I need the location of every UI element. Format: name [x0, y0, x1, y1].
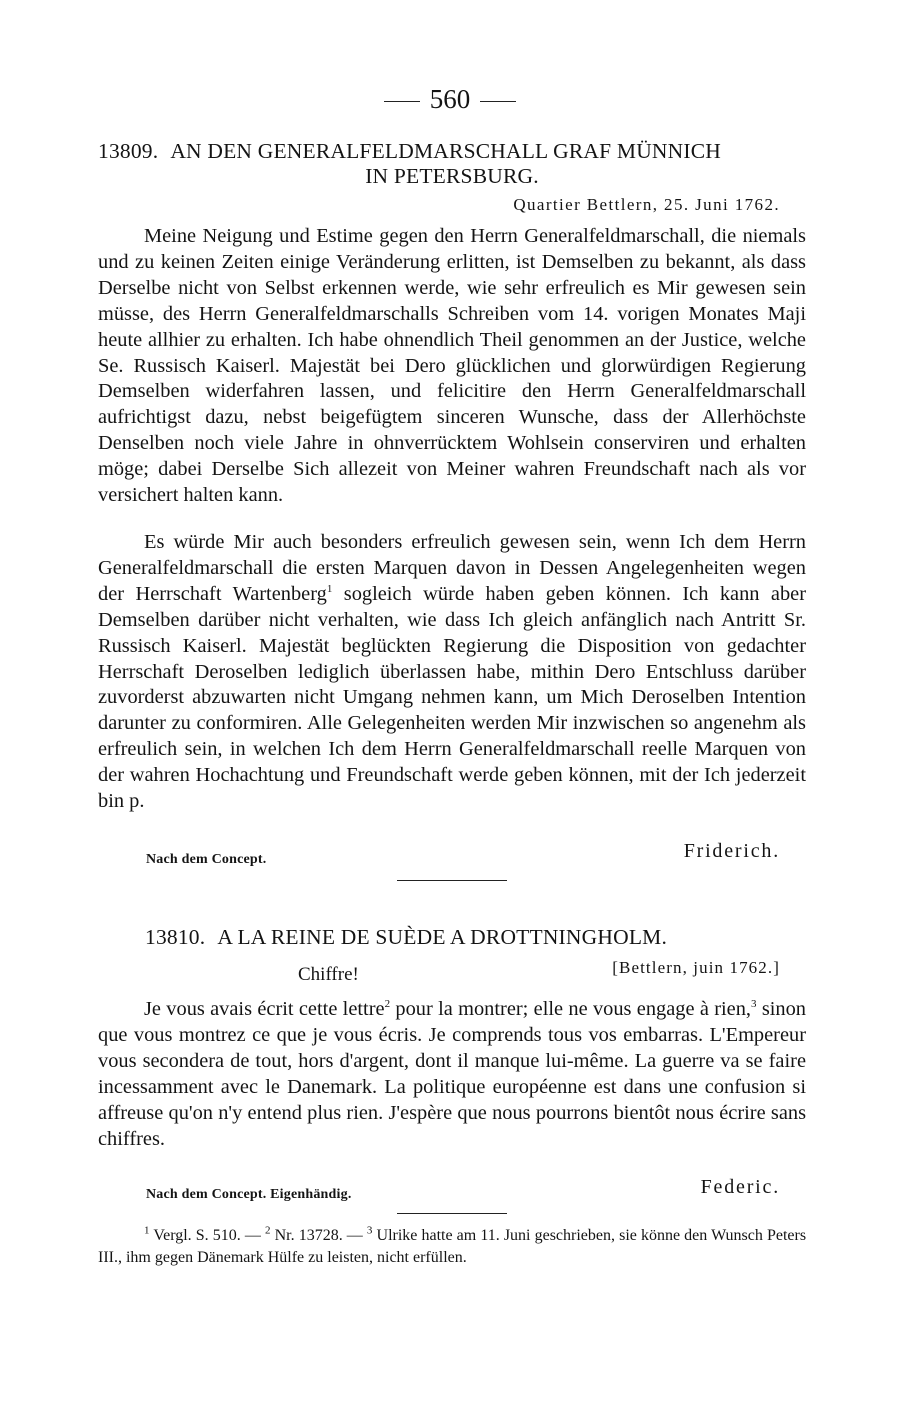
footnote-3: Ulrike hatte am 11. Juni geschrieben, sie könne den Wunsch Peters III., ihm gegen Dänemark Hülfe zu leisten, nicht erfüllen. [98, 1227, 807, 1266]
footnote-3-mark: 3 [366, 1224, 373, 1237]
section-divider [397, 880, 507, 881]
letter2-number: 13810. [145, 925, 206, 949]
page-number-line [0, 84, 900, 114]
footnote-mark-3: 3 [751, 998, 757, 1011]
letter1-heading [98, 138, 806, 164]
page-number: 560 [429, 84, 471, 114]
letter2-source-note: Nach dem Concept. Eigenhändig. [146, 1187, 352, 1202]
footnote-divider [397, 1213, 507, 1214]
letter2-heading [145, 924, 825, 950]
letter2-dateline: [Bettlern, juin 1762.] [612, 958, 780, 977]
letter1-heading-text: AN DEN GENERALFELDMARSCHALL GRAF MÜNNICH [170, 139, 722, 163]
page-number-right-dash [480, 101, 516, 102]
footnote-1: Vergl. S. 510. — [153, 1227, 261, 1244]
letter2-text-c: sinon que vous montrez ce que je vous écris. Je comprends tous vos embarras. L'Empereur vous secondera de tout, hors d'argent, dont il manque lui-même. La guerre va se faire incessamment avec le Danemark. La politique européenne est dans une confusion si affreuse qu'on n'y entend plus rien. J'espère que nous pourrons bientôt nous écrire sans chiffres. [98, 998, 807, 1150]
letter1-paragraph-1-text: Meine Neigung und Estime gegen den Herrn Generalfeldmarschall, die niemals und zu keinen Zeiten einige Veränderung erlitten, ist Demselben zu bekannt, als dass Derselbe nicht von Selbst erkennen werde, wie sehr erfreulich es Mir gewesen sein müsse, des Herrn Generalfeldmarschalls Schreiben vom 14. vorigen Monates Maji heute allhier zu erhalten. Ich habe ohnendlich Theil genommen an der Justice, welche Se. Russisch Kaiserl. Majestät bei Dero glücklichen und glorwürdigen Regierung Demselben widerfahren lassen, und felicitire den Herrn Generalfeldmarschall aufrichtigst dazu, nebst beigefügtem sinceren Wunsche, dass der Allerhöchste Denselben noch viele Jahre in ohnverrücktem Wohlsein conserviren und erhalten möge; dabei Derselbe Sich allezeit von Meiner wahren Freundschaft nach als vor versichert halten kann. [98, 225, 806, 507]
footnote-2: Nr. 13728. — [274, 1227, 363, 1244]
footnotes [98, 1225, 806, 1269]
footnote-mark-1: 1 [326, 583, 333, 596]
letter2-text-b: pour la montrer; elle ne vous engage à rien, [390, 998, 751, 1020]
letter1-paragraph-2-text-a: Es würde Mir auch besonders erfreulich gewesen sein, wenn Ich dem Herrn Generalfeldmarschall die ersten Marquen davon in Dessen Angelegenheiten wegen der Herrschaft Wartenberg [98, 531, 806, 605]
footnote-1-mark: 1 [144, 1224, 150, 1237]
page-number-left-dash [384, 101, 420, 102]
letter2-paragraph [98, 997, 806, 1152]
letter2-chiffre-note: Chiffre! [298, 964, 359, 985]
footnote-mark-2: 2 [384, 998, 391, 1011]
letter1-paragraph-2-text-b: sogleich würde haben geben können. Ich kann aber Demselben darüber nicht verhalten, wie dass Ich gleich anfänglich nach Antritt Sr. Russisch Kaiserl. Majestät beglückten Regierung die Disposition von gedachter Herrschaft Deroselben lediglich überlassen habe, mithin Dero Entschluss darüber zuvorderst abzuwarten nicht Umgang nehmen kann, um Mich Deroselben Intention darunter zu conformiren. Alle Gelegenheiten werden Mir inzwischen so angenehm als erfreulich sein, in welchen Ich dem Herrn Generalfeldmarschall reelle Marquen von der wahren Hochachtung und Freundschaft werde geben können, mit der Ich jederzeit bin p. [98, 582, 806, 813]
letter2-text-a: Je vous avais écrit cette lettre [144, 998, 385, 1020]
letter1-paragraph-2 [98, 530, 806, 815]
footnote-2-mark: 2 [264, 1224, 271, 1237]
letter1-heading-line2: IN PETERSBURG. [365, 164, 539, 188]
letter1-signature: Friderich. [683, 840, 780, 862]
letter2-signature: Federic. [700, 1176, 780, 1198]
letter1-source-note: Nach dem Concept. [146, 852, 267, 867]
letter1-number: 13809. [98, 139, 159, 163]
letter1-paragraph-1 [98, 224, 806, 509]
letter1-dateline: Quartier Bettlern, 25. Juni 1762. [513, 195, 780, 214]
letter2-heading-text: A LA REINE DE SUÈDE A DROTTNINGHOLM. [217, 925, 668, 949]
